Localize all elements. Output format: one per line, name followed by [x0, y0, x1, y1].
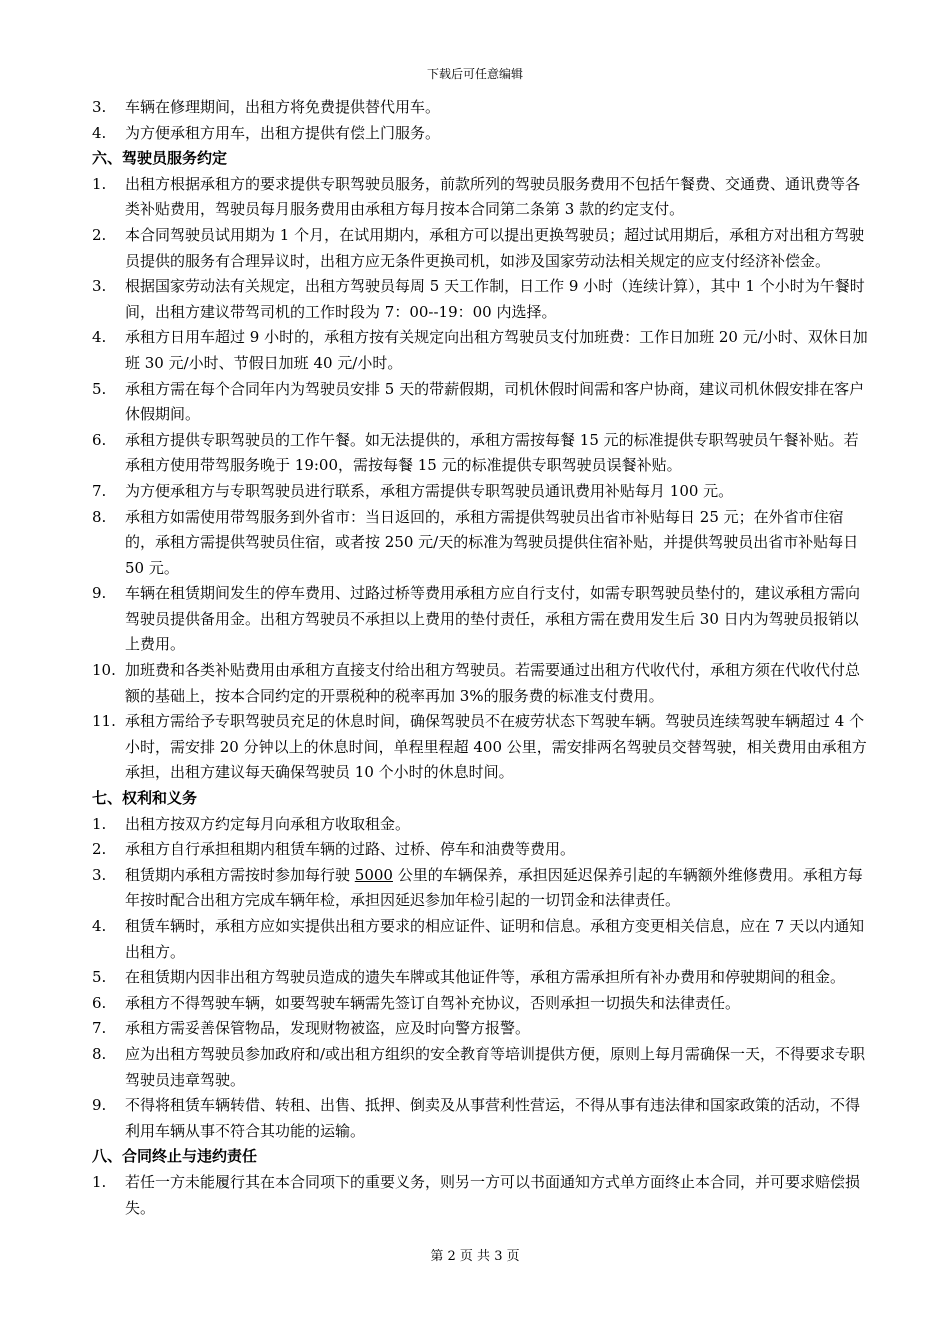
list-item: [92, 1093, 872, 1144]
item-number: 7.: [92, 481, 107, 500]
item-text: 承租方需给予专职驾驶员充足的休息时间，确保驾驶员不在疲劳状态下驾驶车辆。驾驶员连续驾驶车辆超过 4 个小时，需安排 20 分钟以上的休息时间，单程里程超 400 公里，需安排两名驾驶员交替驾驶，相关费用由承租方承担，出租方建议每天确保驾驶员 10 个小时的休息时间。: [125, 712, 867, 782]
list-item: [92, 837, 872, 863]
item-number: 3.: [92, 98, 107, 116]
list-item: [92, 121, 872, 147]
list-item: [92, 658, 872, 709]
item-text: 承租方需在每个合同年内为驾驶员安排 5 天的带薪假期，司机休假时间需和客户协商，建议司机休假安排在客户休假期间。: [125, 379, 865, 424]
item-text: 不得将租赁车辆转借、转租、出售、抵押、倒卖及从事营利性营运，不得从事有违法律和国家政策的活动，不得利用车辆从事不符合其功能的运输。: [125, 1096, 861, 1140]
list-item: [92, 223, 872, 274]
item-number: 5.: [92, 968, 107, 987]
list-item: [92, 377, 872, 428]
item-number: 2.: [92, 225, 107, 244]
item-text: 承租方如需使用带驾服务到外省市：当日返回的，承租方需提供驾驶员出省市补贴每日 25 元；在外省市住宿的，承租方需提供驾驶员住宿，或者按 250 元/天的标准为驾驶员提供住宿补贴，并提供驾驶员出省市补贴每日 50 元。: [125, 507, 859, 577]
section-heading-8: 八、合同终止与违约责任: [92, 1147, 258, 1166]
list-item: [92, 274, 872, 325]
item-number: 8.: [92, 507, 107, 526]
item-text: 车辆在租赁期间发生的停车费用、过路过桥等费用承租方应自行支付，如需专职驾驶员垫付的，建议承租方需向驾驶员提供备用金。出租方驾驶员不承担以上费用的垫付责任，承租方需在费用发生后 30 日内为驾驶员报销以上费用。: [125, 584, 861, 654]
item-number: 1.: [92, 814, 107, 833]
item-number: 6.: [92, 993, 107, 1012]
page-footer: 第 2 页 共 3 页: [430, 1249, 520, 1264]
item-number: 3.: [92, 277, 107, 296]
item-number: 4.: [92, 328, 107, 347]
item-text: 承租方提供专职驾驶员的工作午餐。如无法提供的，承租方需按每餐 15 元的标准提供专职驾驶员午餐补贴。若承租方使用带驾服务晚于 19:00，需按每餐 15 元的标准提供专职驾驶员误餐补贴。: [125, 430, 859, 475]
section-heading-6: 六、驾驶员服务约定: [92, 149, 228, 168]
list-item: [92, 914, 872, 965]
list-item: [92, 965, 872, 991]
list-item: [92, 479, 872, 505]
list-item: [92, 428, 872, 479]
item-number: 11.: [92, 712, 116, 731]
list-item: [92, 1016, 872, 1042]
list-item: [92, 1042, 872, 1093]
item-text: [125, 863, 872, 914]
item-number: 7.: [92, 1019, 107, 1038]
item-number: 1.: [92, 1172, 107, 1191]
item-text: 为方便承租方与专职驾驶员进行联系，承租方需提供专职驾驶员通讯费用补贴每月 100 元。: [125, 481, 734, 500]
underlined-value: 5000: [354, 865, 393, 884]
item-text: 承租方需妥善保管物品，发现财物被盗，应及时向警方报警。: [125, 1019, 531, 1038]
list-item: [92, 863, 872, 914]
item-text: 本合同驾驶员试用期为 1 个月，在试用期内，承租方可以提出更换驾驶员；超过试用期后，承租方对出租方驾驶员提供的服务有合理异议时，出租方应无条件更换司机，如涉及国家劳动法相关规定的应支付经济补偿金。: [125, 225, 865, 270]
document-body: [92, 95, 872, 1221]
item-number: 9.: [92, 1096, 107, 1115]
item-number: 4.: [92, 917, 107, 935]
item-text-part: 租赁期内承租方需按时参加每行驶: [125, 865, 355, 884]
item-text: 承租方自行承担租期内租赁车辆的过路、过桥、停车和油费等费用。: [125, 840, 576, 859]
item-text: 若任一方未能履行其在本合同项下的重要义务，则另一方可以书面通知方式单方面终止本合同，并可要求赔偿损失。: [125, 1172, 861, 1217]
item-text: 车辆在修理期间，出租方将免费提供替代用车。: [125, 98, 441, 116]
list-item: [92, 505, 872, 582]
item-text: 出租方按双方约定每月向承租方收取租金。: [125, 814, 411, 833]
item-text: 根据国家劳动法有关规定，出租方驾驶员每周 5 天工作制，日工作 9 小时（连续计算），其中 1 个小时为午餐时间，出租方建议带驾司机的工作时段为 7：00--19：00 内选择。: [125, 277, 865, 321]
item-text: 加班费和各类补贴费用由承租方直接支付给出租方驾驶员。若需要通过出租方代收代付，承租方须在代收代付总额的基础上，按本合同约定的开票税种的税率再加 3%的服务费的标准支付费用。: [125, 661, 861, 705]
item-text: 承租方日用车超过 9 小时的，承租方按有关规定向出租方驾驶员支付加班费：工作日加班 20 元/小时、双休日加班 30 元/小时、节假日加班 40 元/小时。: [125, 328, 868, 372]
list-item: [92, 172, 872, 223]
item-text: 出租方根据承租方的要求提供专职驾驶员服务，前款所列的驾驶员服务费用不包括午餐费、交通费、通讯费等各类补贴费用，驾驶员每月服务费用由承租方每月按本合同第二条第 3 款的约定支付。: [125, 174, 861, 219]
list-item: [92, 95, 872, 121]
list-item: [92, 1170, 872, 1221]
item-number: 5.: [92, 379, 107, 398]
section-heading-7: 七、权利和义务: [92, 789, 198, 808]
item-number: 3.: [92, 865, 107, 884]
item-text: 承租方不得驾驶车辆，如要驾驶车辆需先签订自驾补充协议，否则承担一切损失和法律责任。: [125, 993, 741, 1012]
list-item: [92, 325, 872, 376]
page-header: 下载后可任意编辑: [426, 67, 523, 81]
list-item: [92, 709, 872, 786]
list-item: [92, 991, 872, 1017]
item-text: 在租赁期内因非出租方驾驶员造成的遗失车牌或其他证件等，承租方需承担所有补办费用和停驶期间的租金。: [125, 968, 846, 987]
item-number: 2.: [92, 840, 107, 859]
list-item: [92, 581, 872, 658]
item-number: 6.: [92, 430, 107, 449]
item-number: 4.: [92, 123, 107, 142]
item-number: 1.: [92, 174, 107, 193]
item-text-part: 公里的车辆保养，承担因延迟保养引起的车辆额外维修费用。承租方每年按时配合出租方完成车辆年检，承担因延迟参加年检引起的一切罚金和法律责任。: [125, 865, 863, 910]
item-number: 10.: [92, 661, 116, 680]
item-text: 为方便承租方用车，出租方提供有偿上门服务。: [125, 123, 441, 142]
item-text: 租赁车辆时，承租方应如实提供出租方要求的相应证件、证明和信息。承租方变更相关信息，应在 7 天以内通知出租方。: [125, 917, 865, 961]
item-number: 9.: [92, 584, 107, 603]
item-text: 应为出租方驾驶员参加政府和/或出租方组织的安全教育等培训提供方便，原则上每月需确保一天，不得要求专职驾驶员违章驾驶。: [125, 1044, 866, 1089]
list-item: [92, 812, 872, 838]
item-number: 8.: [92, 1044, 107, 1063]
